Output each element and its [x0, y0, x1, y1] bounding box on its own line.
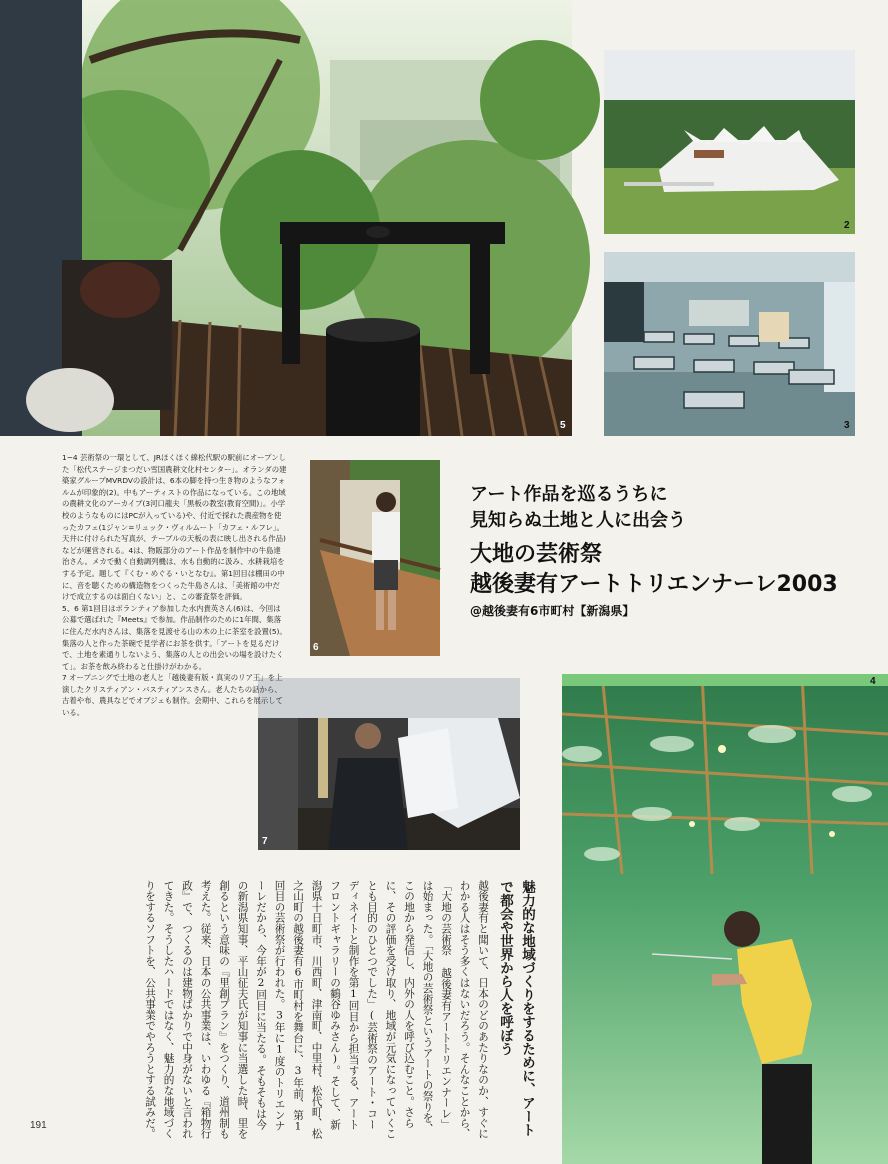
photo-bastiaens — [258, 678, 520, 850]
photo-number: 4 — [870, 676, 876, 687]
photo-building — [604, 50, 855, 234]
caption-1-4: 1~4 芸術祭の一環として、JRほくほく線松代駅の駅前にオープンした「松代ステージまつだい雪国農耕文化村センター」。オランダの建築家グループMVRDVの設計は、6本の脚を持つ生き物のようなフォルムが印象的(2)。中もアーティストの作品になっている。この地域の農耕文化のアーカイブ(3河口龍夫「黒板の教室(教育空間)」。小学校のようなものにはPCが入っている)や、付近で採れた農産物を使ったカフェ(1ジャン=リュック・ヴィルムート「カフェ・ルフレ」。天井に付けられた写真が、テーブルの天板の表に映し出される作品)などが運営される。4は、物販部分のアート作品を制作中の牛島達治さん。メカで動く自動調列機は、水も自動的に汲み、水耕栽培をする予定。題して『くむ・めぐる・いとなむ』。第1回目は棚田の中に、音を聴くための構造物をつくった牛島さんは、「美術館の中だけで成立するのは面白くない」と、この審査祭を評価。 — [62, 453, 287, 602]
article-heading — [470, 482, 870, 619]
photo-mizuuchi — [310, 460, 440, 656]
title-line-1: 大地の芸術祭 — [470, 542, 603, 567]
location: @越後妻有6市町村【新潟県】 — [470, 604, 635, 618]
title-line-2: 越後妻有アートトリエンナーレ2003 — [470, 572, 838, 597]
page-number: 191 — [30, 1120, 47, 1131]
subtitle-line-2: 見知らぬ土地と人に出会う — [470, 510, 686, 531]
photo-tea-deck — [0, 0, 572, 436]
caption-5-6: 5、6 第1回目はボランティア参加した水内貴英さん(6)は、今回は公募で選ばれた『Meets』で参加。作品制作のために1年間、集落に住んだ水内さんは、集落を見渡せる山の木の上に茶室を設置(5)。集落の人と作った茶碗で見学者にお茶を供す。「アートを見るだけで、土地を素通りしないよう、集落の人との出会いの場を設けたくて」。お茶を飲み終わると仕掛けがわかる。 — [62, 603, 287, 671]
photo-number: 7 — [262, 836, 268, 847]
photo-classroom — [604, 252, 855, 436]
caption-7: 7 オープニングで土地の老人と「越後妻有版・真実のリア王」を上演したクリスティアン・バスティアンスさん。老人たちの話から、古着や布、農具などでオブジェも制作。会期中、これらを展示している。 — [62, 673, 284, 718]
subtitle-line-1: アート作品を巡るうちに — [470, 484, 668, 505]
photo-captions — [62, 452, 287, 719]
photo-number: 5 — [560, 420, 566, 431]
photo-number: 3 — [844, 420, 850, 431]
photo-ushijima — [562, 674, 888, 1164]
photo-number: 2 — [844, 220, 850, 231]
article-body: 越後妻有と聞いて、日本のどのあたりなのか、すぐにわかる人はそう多くはないだろう。そんなことから、「大地の芸術祭 越後妻有アートトリエンナーレ」は始まった。「大地の芸術祭というアートの祭りを、この地から発信し、内外の人を呼び込むこと。さらに、その評価を受け取り、地域が元気になっていくことも目的のひとつでした」(芸術祭のアート・コーディネイトと制作を第1回目から担当する、アートフロントギャラリーの鶴谷ゆみさん)。そして、新潟県十日町市、川西町、津南町、中里村、松代町、松之山町の越後妻有6市町村を舞台に、3年前、第1回目の芸術祭が行われた。3年に1度のトリエンナーレだから、今年が2回目に当たる。そもそもは今の新潟県知事、平山征夫氏が知事に当選した時、里を創るという意味の『里創プラン』をつくり、道州制も考えた。従来、日本の公共事業は、いわゆる『箱物行政』で、つくるのは建物ばかりで中身がないと言われてきた。そうしたハードではなく、魅力的な地域づくりをするソフトを、公共事業でやろうとする試みだ。 — [144, 880, 489, 1140]
photo-number: 6 — [313, 642, 319, 653]
article-lead: 魅力的な地域づくりをするために、アートで都会や世界から人を呼ぼう — [497, 880, 535, 1137]
